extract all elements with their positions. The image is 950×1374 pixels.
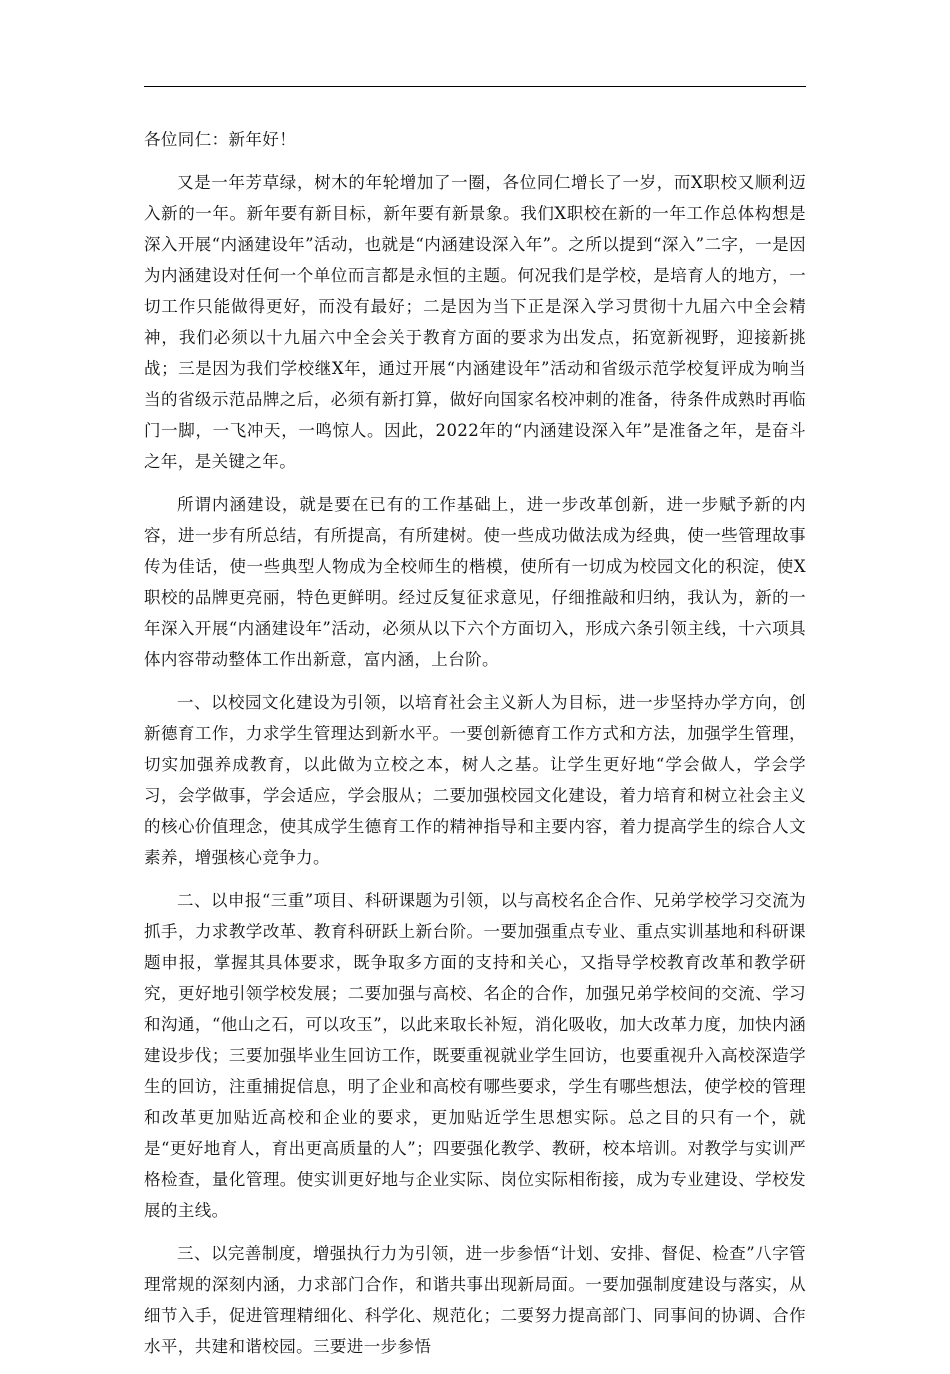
paragraph-section-1: 一、以校园文化建设为引领，以培育社会主义新人为目标，进一步坚持办学方向，创新德育工作，力求学生管理达到新水平。一要创新德育工作方式和方法，加强学生管理，切实加强养成教育，以此做为立校之本，树人之基。让学生更好地“学会做人，学会学习，会学做事，学会适应，学会服从；二要加强校园文化建设，着力培育和树立社会主义的核心价值理念，使其成学生德育工作的精神指导和主要内容，着力提高学生的综合人文素养，增强核心竞争力。 <box>144 693 806 867</box>
document-body <box>144 124 806 1374</box>
greeting: 各位同仁：新年好！ <box>144 130 297 149</box>
paragraph-section-3: 三、以完善制度，增强执行力为引领，进一步参悟“计划、安排、督促、检查”八字管理常规的深刻内涵，力求部门合作，和谐共事出现新局面。一要加强制度建设与落实，从细节入手，促进管理精细化、科学化、规范化；二要努力提高部门、同事间的协调、合作水平，共建和谐校园。三要进一步参悟 <box>144 1244 806 1356</box>
paragraph-definition: 所谓内涵建设，就是要在已有的工作基础上，进一步改革创新，进一步赋予新的内容，进一步有所总结，有所提高，有所建树。使一些成功做法成为经典，使一些管理故事传为佳话，使一些典型人物成为全校师生的楷模，使所有一切成为校园文化的积淀，使X职校的品牌更亮丽，特色更鲜明。经过反复征求意见，仔细推敲和归纳，我认为，新的一年深入开展“内涵建设年”活动，必须从以下六个方面切入，形成六条引领主线，十六项具体内容带动整体工作出新意，富内涵，上台阶。 <box>144 495 806 669</box>
paragraph-intro: 又是一年芳草绿，树木的年轮增加了一圈，各位同仁增长了一岁，而X职校又顺利迈入新的一年。新年要有新目标，新年要有新景象。我们X职校在新的一年工作总体构想是深入开展“内涵建设年”活动，也就是“内涵建设深入年”。之所以提到“深入”二字，一是因为内涵建设对任何一个单位而言都是永恒的主题。何况我们是学校，是培育人的地方，一切工作只能做得更好，而没有最好；二是因为当下正是深入学习贯彻十九届六中全会精神，我们必须以十九届六中全会关于教育方面的要求为出发点，拓宽新视野，迎接新挑战；三是因为我们学校继X年，通过开展“内涵建设年”活动和省级示范学校复评成为响当当的省级示范品牌之后，必须有新打算，做好向国家名校冲刺的准备，待条件成熟时再临门一脚，一飞冲天，一鸣惊人。因此，2022年的“内涵建设深入年”是准备之年，是奋斗之年，是关键之年。 <box>144 173 806 471</box>
document-page <box>144 0 806 1356</box>
header-rule <box>144 86 806 87</box>
paragraph-section-2: 二、以申报“三重”项目、科研课题为引领，以与高校名企合作、兄弟学校学习交流为抓手，力求教学改革、教育科研跃上新台阶。一要加强重点专业、重点实训基地和科研课题申报，掌握其具体要求，既争取多方面的支持和关心，又指导学校教育改革和教学研究，更好地引领学校发展；二要加强与高校、名企的合作，加强兄弟学校间的交流、学习和沟通，“他山之石，可以攻玉”，以此来取长补短，消化吸收，加大改革力度，加快内涵建设步伐；三要加强毕业生回访工作，既要重视就业学生回访，也要重视升入高校深造学生的回访，注重捕捉信息，明了企业和高校有哪些要求，学生有哪些想法，使学校的管理和改革更加贴近高校和企业的要求，更加贴近学生思想实际。总之目的只有一个，就是“更好地育人，育出更高质量的人”；四要强化教学、教研，校本培训。对教学与实训严格检查，量化管理。使实训更好地与企业实际、岗位实际相衔接，成为专业建设、学校发展的主线。 <box>144 891 806 1220</box>
